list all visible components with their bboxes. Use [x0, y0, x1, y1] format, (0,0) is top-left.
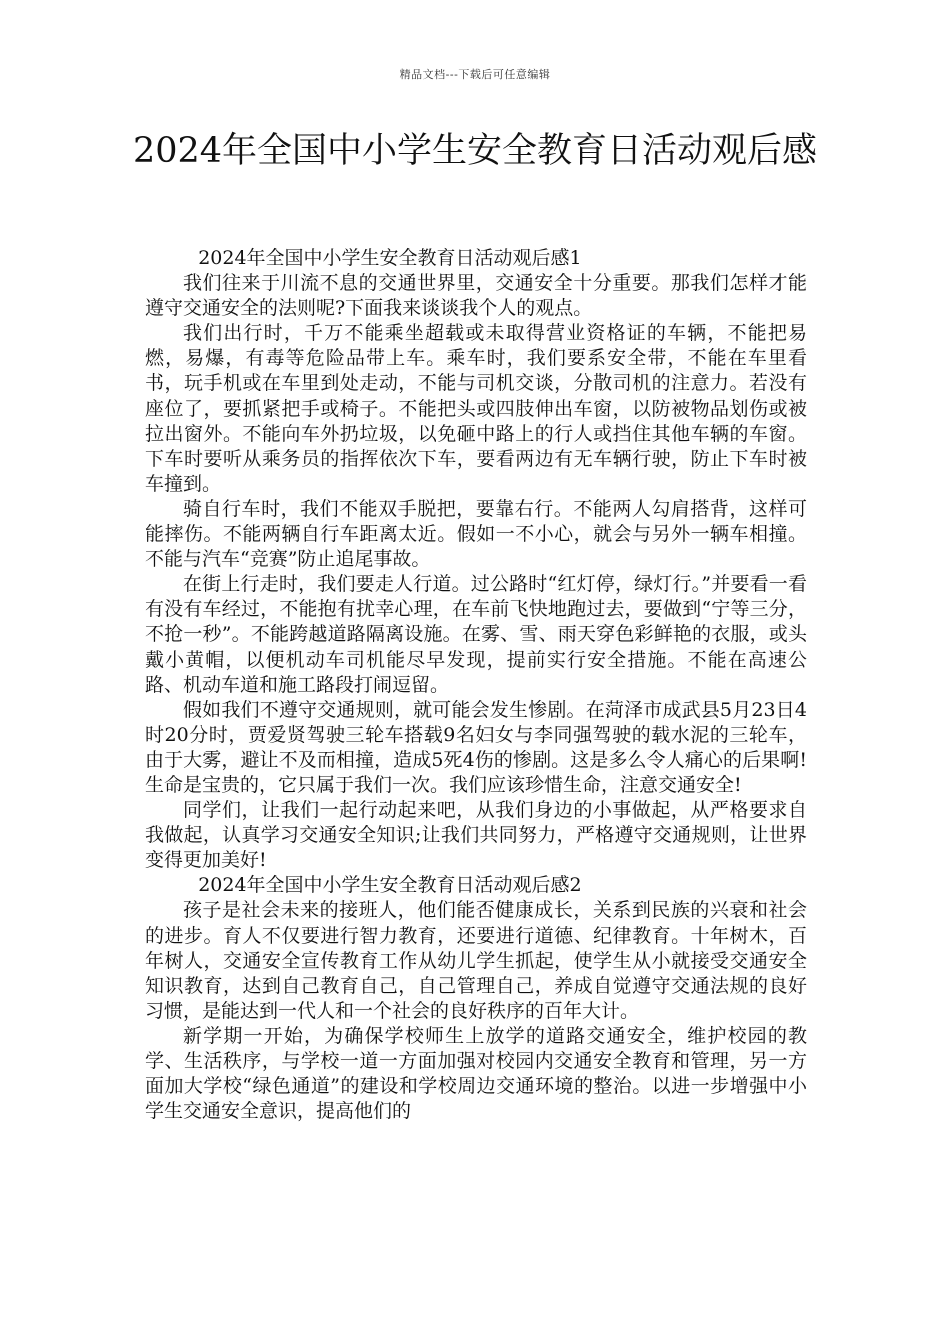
section-heading-2: 2024年全国中小学生安全教育日活动观后感2	[198, 874, 582, 897]
paragraph: 假如我们不遵守交通规则，就可能会发生惨剧。在菏泽市成武县5月23日4时20分时，贾爱贤驾驶三轮车搭载9名妇女与李同强驾驶的载水泥的三轮车，由于大雾，避让不及而相撞，造成5死4伤的惨剧。这是多么令人痛心的后果啊!生命是宝贵的，它只属于我们一次。我们应该珍惜生命，注意交通安全!	[145, 698, 807, 796]
paragraph: 我们出行时，千万不能乘坐超载或未取得营业资格证的车辆，不能把易燃，易爆，有毒等危险品带上车。乘车时，我们要系安全带，不能在车里看书，玩手机或在车里到处走动，不能与司机交谈，分散司机的注意力。若没有座位了，要抓紧把手或椅子。不能把头或四肢伸出车窗，以防被物品划伤或被拉出窗外。不能向车外扔垃圾，以免砸中路上的行人或挡住其他车辆的车窗。下车时要听从乘务员的指挥依次下车，要看两边有无车辆行驶，防止下车时被车撞到。	[145, 322, 807, 495]
paragraph: 骑自行车时，我们不能双手脱把，要靠右行。不能两人勾肩搭背，这样可能摔伤。不能两辆自行车距离太近。假如一不小心，就会与另外一辆车相撞。不能与汽车“竞赛”防止追尾事故。	[145, 497, 807, 571]
document-title: 2024年全国中小学生安全教育日活动观后感	[132, 131, 818, 171]
paragraph: 在街上行走时，我们要走人行道。过公路时“红灯停，绿灯行。”并要看一看有没有车经过，不能抱有扰幸心理，在车前飞快地跑过去，要做到“宁等三分，不抢一秒”。不能跨越道路隔离设施。在雾、雪、雨天穿色彩鲜艳的衣服，或头戴小黄帽，以便机动车司机能尽早发现，提前实行安全措施。不能在高速公路、机动车道和施工路段打闹逗留。	[145, 573, 807, 696]
section-heading-1: 2024年全国中小学生安全教育日活动观后感1	[198, 247, 582, 269]
paragraph: 我们往来于川流不息的交通世界里，交通安全十分重要。那我们怎样才能遵守交通安全的法则呢?下面我来谈谈我个人的观点。	[145, 272, 807, 320]
paragraph: 同学们，让我们一起行动起来吧，从我们身边的小事做起，从严格要求自我做起，认真学习交通安全知识;让我们共同努力，严格遵守交通规则，让世界变得更加美好!	[145, 799, 807, 872]
paragraph: 新学期一开始，为确保学校师生上放学的道路交通安全，维护校园的教学、生活秩序，与学校一道一方面加强对校园内交通安全教育和管理，另一方面加大学校“绿色通道”的建设和学校周边交通环境的整治。以进一步增强中小学生交通安全意识，提高他们的	[145, 1024, 807, 1123]
page-header: 精品文档---下载后可任意编辑	[399, 68, 551, 81]
document-body	[145, 246, 807, 1124]
paragraph: 孩子是社会未来的接班人，他们能否健康成长，关系到民族的兴衰和社会的进步。育人不仅要进行智力教育，还要进行道德、纪律教育。十年树木，百年树人，交通安全宣传教育工作从幼儿学生抓起，使学生从小就接受交通安全知识教育，达到自己教育自己，自己管理自己，养成自觉遵守交通法规的良好习惯，是能达到一代人和一个社会的良好秩序的百年大计。	[145, 899, 807, 1022]
